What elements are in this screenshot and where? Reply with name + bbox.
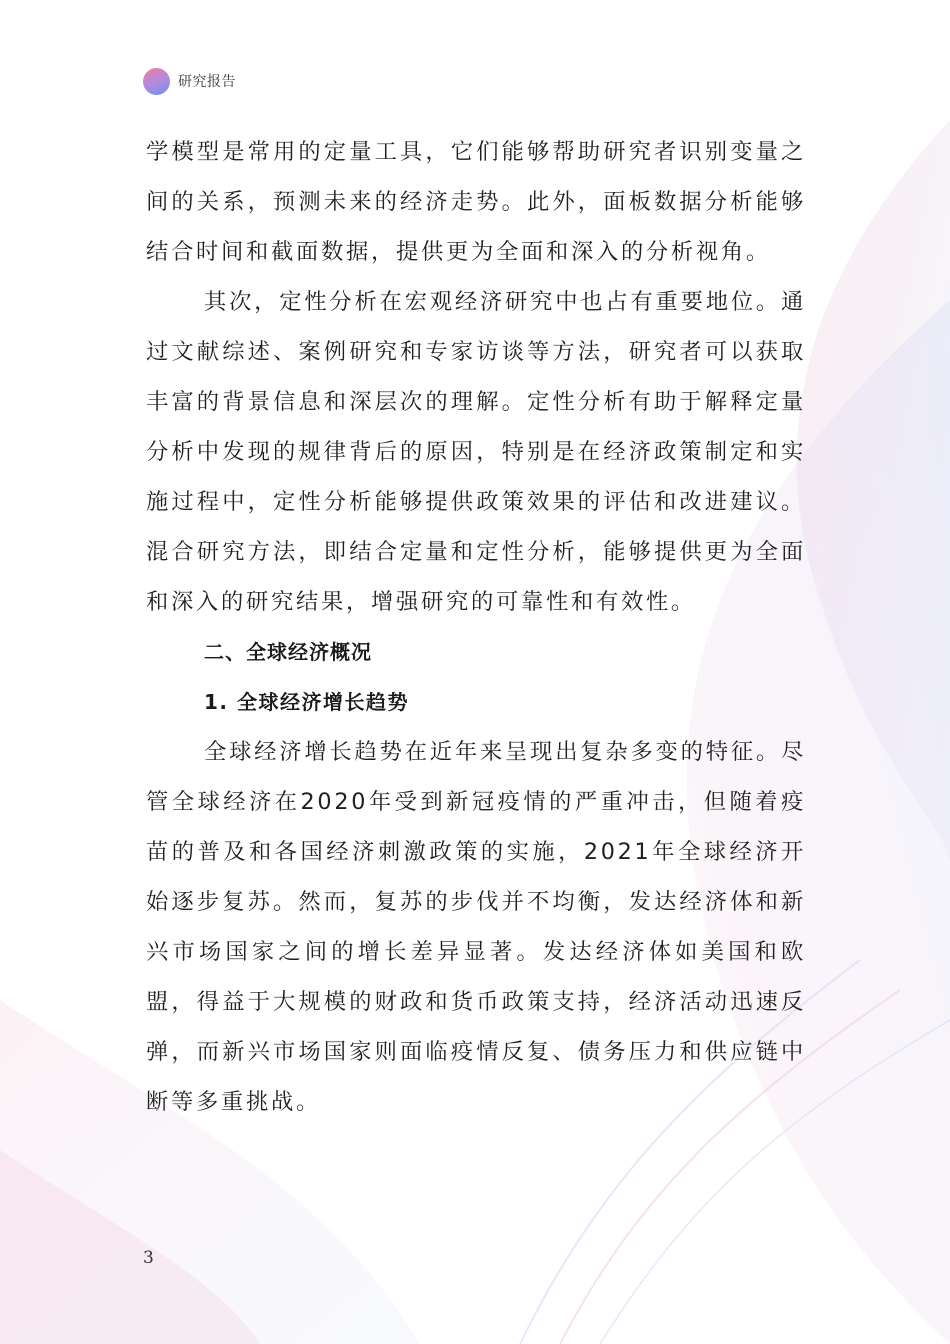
- logo-circle-icon: [143, 68, 170, 95]
- page-number: 3: [143, 1248, 154, 1268]
- page-header: [143, 66, 236, 96]
- document-body: [146, 127, 806, 1127]
- paragraph-2: 其次，定性分析在宏观经济研究中也占有重要地位。通过文献综述、案例研究和专家访谈等方法，研究者可以获取丰富的背景信息和深层次的理解。定性分析有助于解释定量分析中发现的规律背后的原因，特别是在经济政策制定和实施过程中，定性分析能够提供政策效果的评估和改进建议。混合研究方法，即结合定量和定性分析，能够提供更为全面和深入的研究结果，增强研究的可靠性和有效性。: [146, 289, 806, 615]
- header-title: 研究报告: [178, 74, 236, 90]
- subsection-heading: 1. 全球经济增长趋势: [204, 690, 409, 714]
- paragraph-1: 学模型是常用的定量工具，它们能够帮助研究者识别变量之间的关系，预测未来的经济走势。此外，面板数据分析能够结合时间和截面数据，提供更为全面和深入的分析视角。: [146, 139, 806, 265]
- paragraph-3: 全球经济增长趋势在近年来呈现出复杂多变的特征。尽管全球经济在2020年受到新冠疫情的严重冲击，但随着疫苗的普及和各国经济刺激政策的实施，2021年全球经济开始逐步复苏。然而，复苏的步伐并不均衡，发达经济体和新兴市场国家之间的增长差异显著。发达经济体如美国和欧盟，得益于大规模的财政和货币政策支持，经济活动迅速反弹，而新兴市场国家则面临疫情反复、债务压力和供应链中断等多重挑战。: [146, 739, 806, 1115]
- section-heading: 二、全球经济概况: [204, 640, 372, 664]
